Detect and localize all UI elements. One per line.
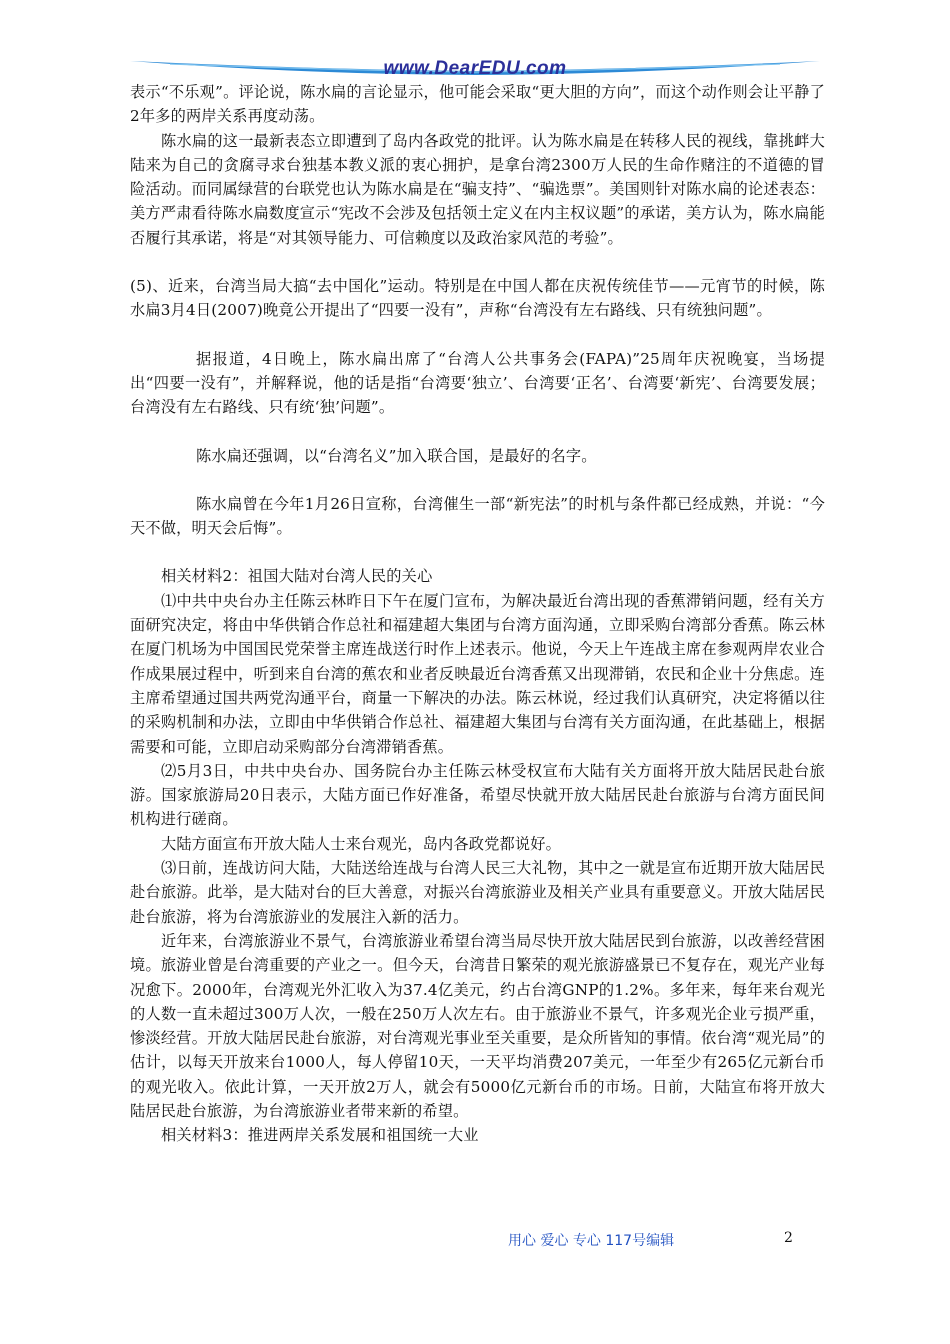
paragraph: ⑴中共中央台办主任陈云林昨日下午在厦门宣布，为解决最近台湾出现的香蕉滞销问题，经有关方面研究决定，将由中华供销合作总社和福建超大集团与台湾方面沟通，立即采购台湾部分香蕉。陈云林在厦门机场为中国国民党荣誉主席连战送行时作上述表示。他说，今天上午连战主席在参观两岸农业合作成果展过程中，听到来自台湾的蕉农和业者反映最近台湾香蕉又出现滞销，农民和企业十分焦虑。连主席希望通过国共两党沟通平台，商量一下解决的办法。陈云林说，经过我们认真研究，决定将循以往的采购机制和办法，立即由中华供销合作总社、福建超大集团与台湾有关方面沟通，在此基础上，根据需要和可能，立即启动采购部分台湾滞销香蕉。 [130,591,825,756]
paragraph: 近年来，台湾旅游业不景气，台湾旅游业希望台湾当局尽快开放大陆居民到台旅游，以改善经营困境。旅游业曾是台湾重要的产业之一。但今天，台湾昔日繁荣的观光旅游盛景已不复存在，观光产业每况愈下。2000年，台湾观光外汇收入为37.4亿美元，约占台湾GNP的1.2%。多年来，每年来台观光的人数一直未超过300万人次，一般在250万人次左右。由于旅游业不景气，许多观光企业亏损严重，惨淡经营。开放大陆居民赴台旅游，对台湾观光事业至关重要，是众所皆知的事情。依台湾“观光局”的估计，以每天开放来台1000人，每人停留10天，一天平均消费207美元，一年至少有265亿元新台币的观光收入。依此计算，一天开放2万人，就会有5000亿元新台币的市场。日前，大陆宣布将开放大陆居民赴台旅游，为台湾旅游业者带来新的希望。 [130,931,825,1120]
paragraph: ⑶日前，连战访问大陆，大陆送给连战与台湾人民三大礼物，其中之一就是宣布近期开放大陆居民赴台旅游。此举，是大陆对台的巨大善意，对振兴台湾旅游业及相关产业具有重要意义。开放大陆居民赴台旅游，将为台湾旅游业的发展注入新的活力。 [130,859,825,926]
paragraph: (5)、近来，台湾当局大搞“去中国化”运动。特别是在中国人都在庆祝传统佳节——元宵节的时候，陈水扁3月4日(2007)晚竟公开提出了“四要一没有”，声称“台湾没有左右路线、只有统独问题”。 [130,277,825,320]
section-heading: 相关材料2：祖国大陆对台湾人民的关心 [161,567,433,586]
page-number: 2 [784,1230,793,1246]
paragraph: 陈水扁的这一最新表态立即遭到了岛内各政党的批评。认为陈水扁是在转移人民的视线，靠挑衅大陆来为自己的贪腐寻求台独基本教义派的衷心拥护，是拿台湾2300万人民的生命作赌注的不道德的冒险活动。而同属绿营的台联党也认为陈水扁是在“骗支持”、“骗选票”。美国则针对陈水扁的论述表态：美方严肃看待陈水扁数度宣示“宪改不会涉及包括领土定义在内主权议题”的承诺，美方认为，陈水扁能否履行其承诺，将是“对其领导能力、可信赖度以及政治家风范的考验”。 [130,131,825,247]
paragraph: 表示“不乐观”。评论说，陈水扁的言论显示，他可能会采取“更大胆的方向”，而这个动作则会让平静了2年多的两岸关系再度动荡。 [130,83,825,126]
site-header [130,52,820,82]
paragraph: 据报道，4日晚上，陈水扁出席了“台湾人公共事务会(FAPA)”25周年庆祝晚宴，当场提出“四要一没有”，并解释说，他的话是指“台湾要‘独立’、台湾要‘正名’、台湾要‘新宪’、台湾要发展；台湾没有左右路线、只有统‘独’问题”。 [130,349,825,417]
paragraph: ⑵5月3日，中共中央台办、国务院台办主任陈云林受权宣布大陆有关方面将开放大陆居民赴台旅游。国家旅游局20日表示，大陆方面已作好准备，希望尽快就开放大陆居民赴台旅游与台湾方面民间机构进行磋商。 [130,761,825,829]
paragraph: 陈水扁还强调，以“台湾名义”加入联合国，是最好的名字。 [196,446,597,465]
section-heading: 相关材料3：推进两岸关系发展和祖国统一大业 [161,1126,479,1145]
document-body [130,80,825,1148]
paragraph: 大陆方面宣布开放大陆人士来台观光，岛内各政党都说好。 [161,834,562,853]
site-url[interactable]: www.DearEDU.com [383,58,567,79]
footer-note: 用心 爱心 专心 117号编辑 [508,1233,675,1249]
paragraph: 陈水扁曾在今年1月26日宣称，台湾催生一部“新宪法”的时机与条件都已经成熟，并说：“今天不做，明天会后悔”。 [130,494,825,538]
